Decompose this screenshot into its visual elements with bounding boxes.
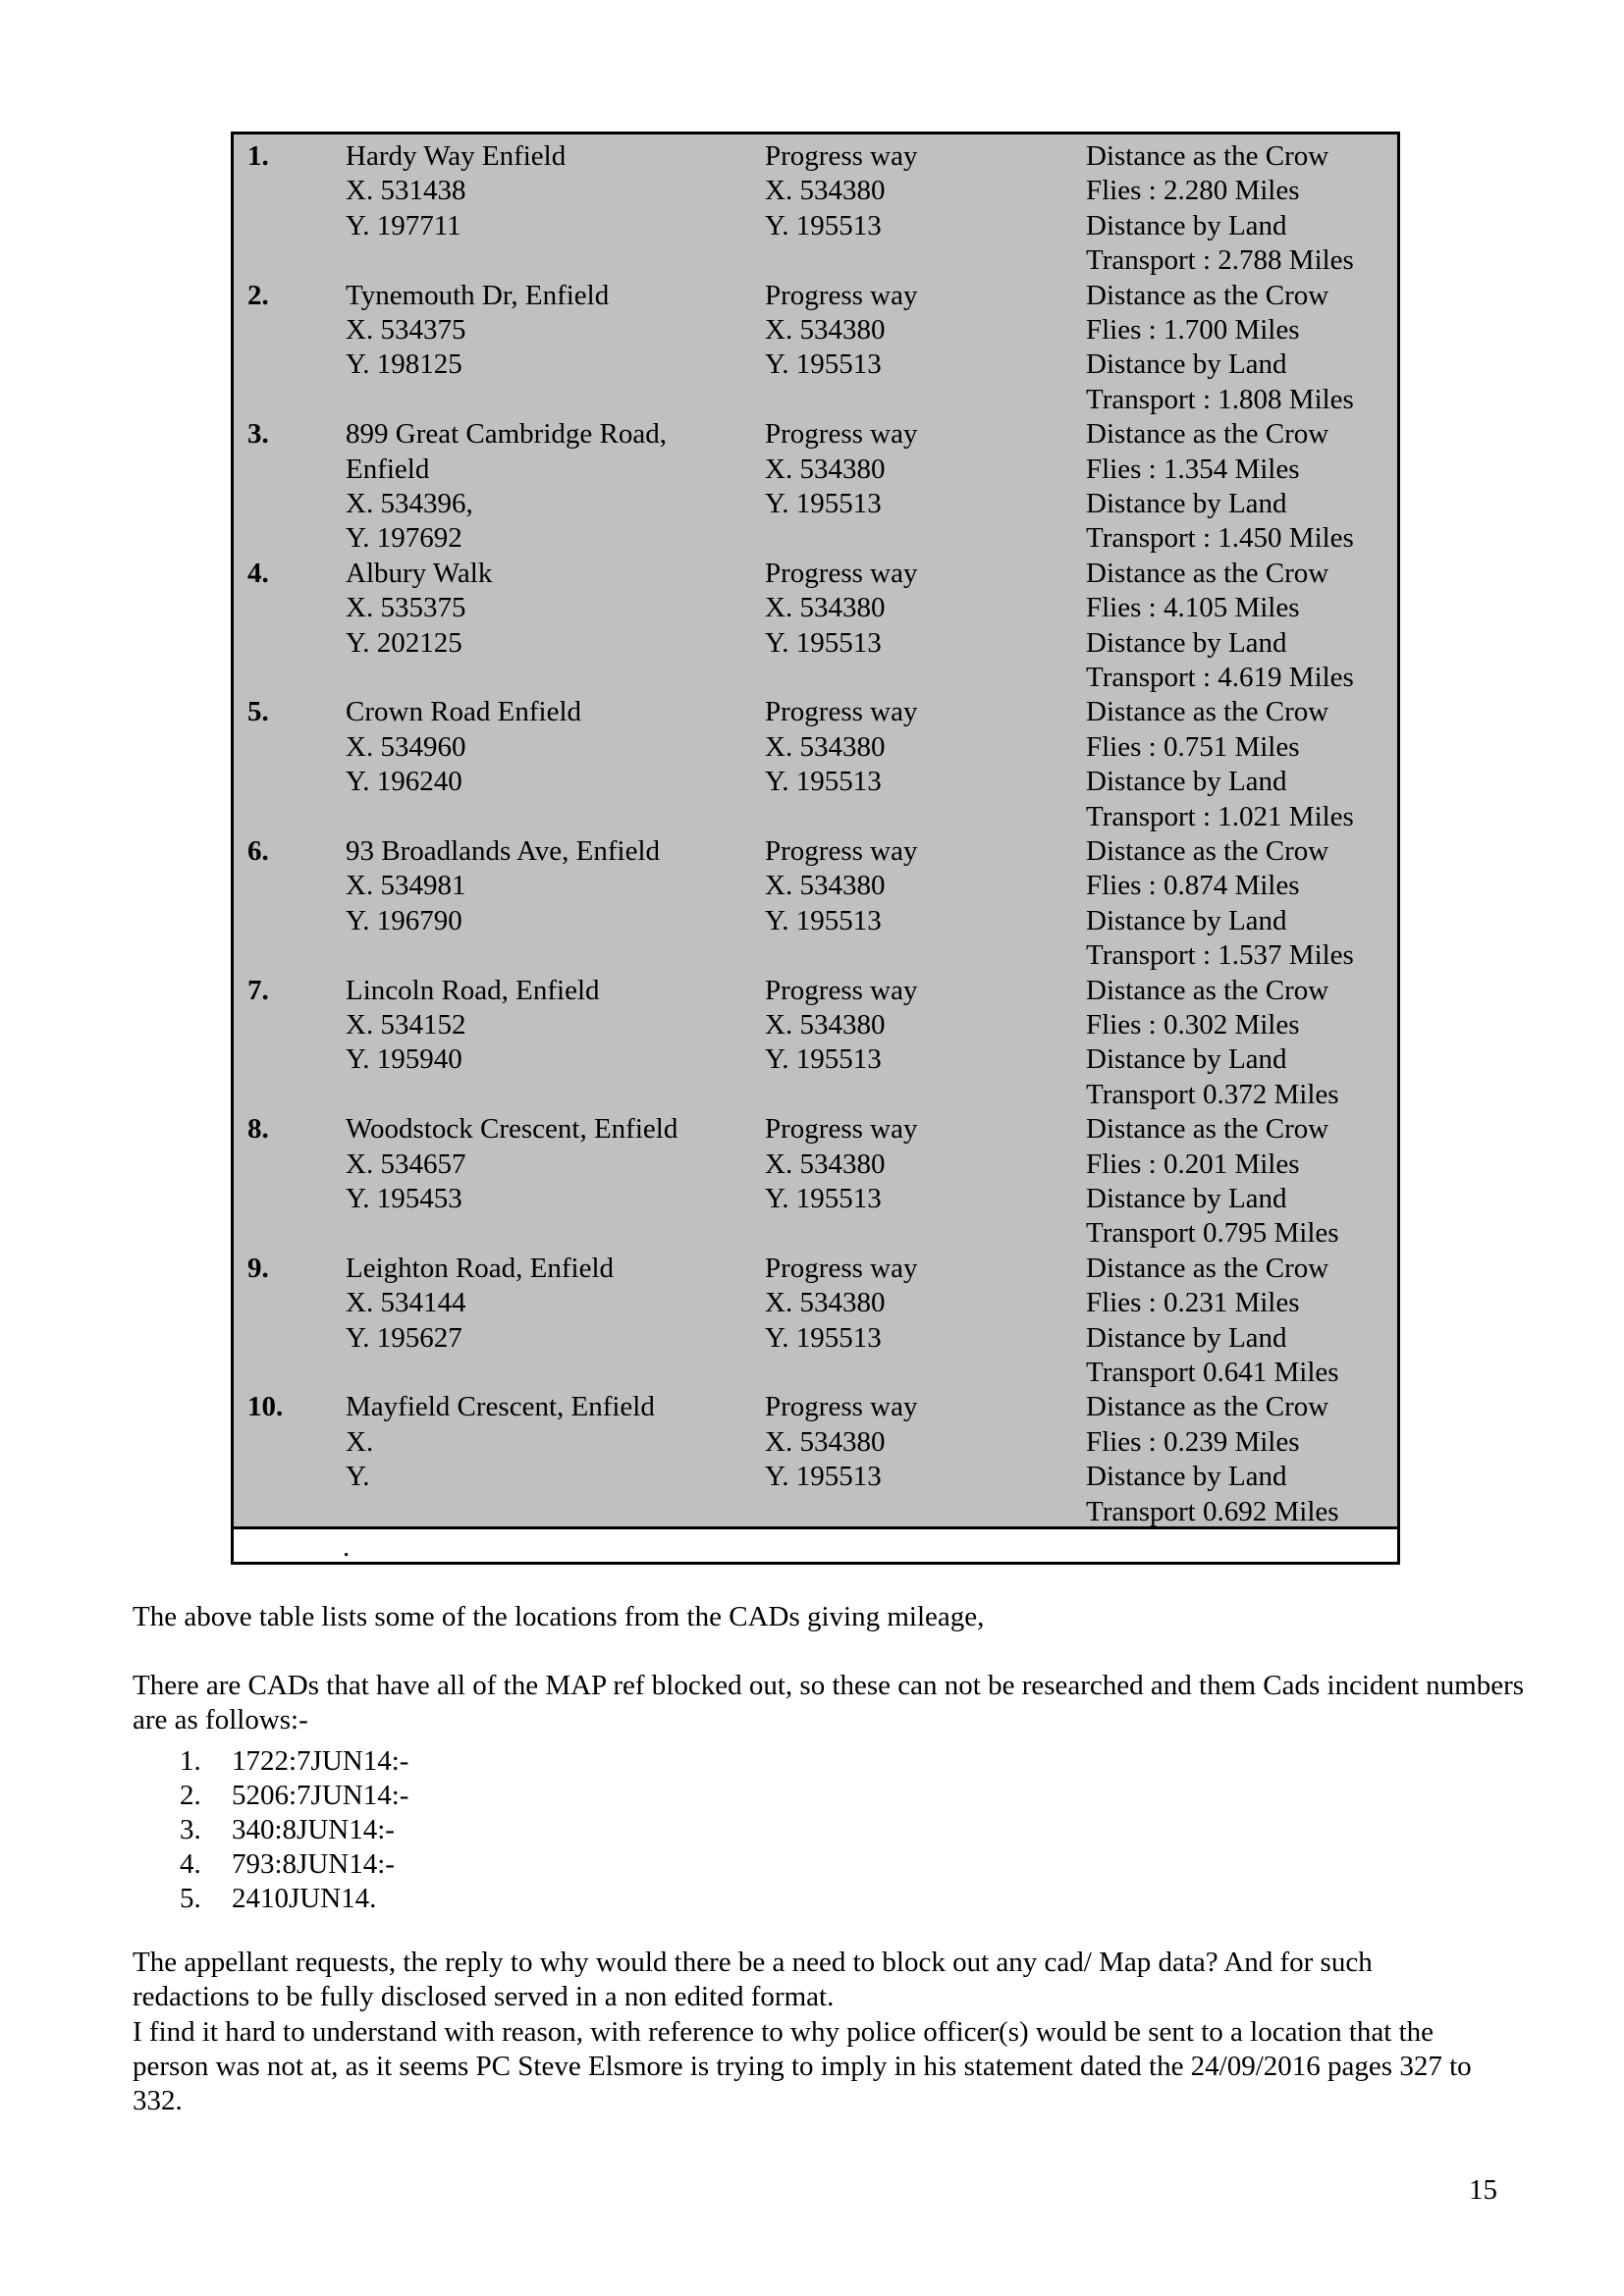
- location-cell-line: X. 534981: [346, 870, 466, 902]
- location-cell-line: X. 534144: [346, 1287, 466, 1319]
- mileage-cell-line: Distance by Land: [1086, 626, 1287, 659]
- destination-cell-line: X. 534380: [765, 1008, 886, 1041]
- destination-cell-line: Y. 195513: [765, 348, 882, 381]
- mileage-cell-line: Distance as the Crow: [1086, 696, 1329, 728]
- mileage-cell-line: Distance by Land: [1086, 1461, 1287, 1493]
- row-number: 4.: [247, 557, 269, 589]
- destination-cell-line: X. 534380: [765, 870, 886, 902]
- location-cell-line: 899 Great Cambridge Road,: [346, 418, 667, 451]
- destination-cell: [765, 279, 917, 383]
- destination-cell: [765, 1112, 917, 1216]
- destination-cell-line: Progress way: [765, 1391, 918, 1423]
- destination-cell-line: Progress way: [765, 1252, 918, 1284]
- row-number: 2.: [247, 279, 269, 311]
- location-cell-line: Y. 196790: [346, 904, 462, 936]
- destination-cell: [765, 974, 917, 1078]
- mileage-cell-line: Transport : 1.450 Miles: [1086, 522, 1354, 555]
- row-number: 6.: [247, 835, 269, 867]
- destination-cell: [765, 834, 917, 938]
- destination-cell-line: Y. 195513: [765, 1321, 882, 1354]
- destination-cell-line: X. 534380: [765, 175, 886, 207]
- mileage-cell-line: Distance as the Crow: [1086, 1252, 1329, 1284]
- location-cell: [346, 557, 492, 661]
- mileage-cell-line: Distance by Land: [1086, 766, 1287, 798]
- page-number: 15: [1469, 2174, 1497, 2206]
- destination-cell-line: Progress way: [765, 974, 918, 1006]
- location-cell-line: Hardy Way Enfield: [346, 140, 567, 172]
- paragraph-table-summary: The above table lists some of the locations from the CADs giving mileage,: [133, 1601, 985, 1632]
- location-cell-line: Leighton Road, Enfield: [346, 1252, 615, 1284]
- list-item-text: 793:8JUN14:-: [232, 1848, 395, 1880]
- list-item: [180, 1779, 408, 1813]
- mileage-cell: [1086, 279, 1354, 418]
- location-cell-line: X. 535375: [346, 592, 466, 624]
- destination-cell: [765, 1390, 917, 1494]
- destination-cell: [765, 139, 917, 243]
- location-cell: [346, 139, 566, 243]
- mileage-cell-line: Transport 0.372 Miles: [1086, 1078, 1339, 1110]
- location-cell-line: Y. 198125: [346, 348, 462, 381]
- location-cell-line: X. 534396,: [346, 487, 473, 519]
- mileage-cell-line: Flies : 0.751 Miles: [1086, 730, 1300, 763]
- location-cell-line: Y. 197711: [346, 209, 461, 241]
- mileage-cell-line: Distance as the Crow: [1086, 1391, 1329, 1423]
- location-cell-line: Crown Road Enfield: [346, 696, 582, 728]
- location-cell: [346, 279, 609, 383]
- destination-cell-line: Progress way: [765, 140, 918, 172]
- destination-cell-line: X. 534380: [765, 1287, 886, 1319]
- destination-cell-line: Progress way: [765, 418, 918, 451]
- mileage-cell-line: Distance as the Crow: [1086, 557, 1329, 589]
- table-row: [234, 695, 1397, 833]
- list-item-text: 2410JUN14.: [232, 1883, 377, 1914]
- paragraph-appellant-request: The appellant requests, the reply to why would there be a need to block out any cad/ Map data? And for such redactions to be fully disclosed served in a non edited format.: [133, 1947, 1373, 2012]
- list-item: [180, 1882, 408, 1916]
- mileage-cell-line: Distance by Land: [1086, 1043, 1287, 1076]
- destination-cell-line: Y. 195513: [765, 209, 882, 241]
- list-item: [180, 1744, 408, 1779]
- destination-cell-line: X. 534380: [765, 1425, 886, 1458]
- row-number: 8.: [247, 1113, 269, 1146]
- row-number: 7.: [247, 974, 269, 1006]
- cad-incident-list: [180, 1744, 408, 1916]
- location-cell-line: Albury Walk: [346, 557, 493, 589]
- location-cell-line: X. 534657: [346, 1148, 466, 1180]
- mileage-cell-line: Transport : 1.537 Miles: [1086, 939, 1354, 972]
- location-cell: [346, 834, 660, 938]
- mileage-cell-line: Flies : 0.302 Miles: [1086, 1008, 1300, 1041]
- location-cell-line: Y. 202125: [346, 626, 462, 659]
- row-number: 9.: [247, 1252, 269, 1284]
- list-item-number: 5.: [180, 1883, 201, 1914]
- mileage-cell: [1086, 139, 1354, 279]
- destination-cell-line: Progress way: [765, 696, 918, 728]
- location-cell-line: X. 534960: [346, 730, 466, 763]
- mileage-cell: [1086, 557, 1354, 696]
- list-item-number: 3.: [180, 1814, 201, 1845]
- mileage-cell-line: Distance by Land: [1086, 1182, 1287, 1214]
- location-cell-line: Y. 197692: [346, 522, 462, 555]
- mileage-cell-line: Transport 0.795 Miles: [1086, 1217, 1339, 1250]
- location-cell-line: Y. 195940: [346, 1043, 462, 1076]
- location-cell-line: X. 534375: [346, 313, 466, 346]
- destination-cell-line: Y. 195513: [765, 626, 882, 659]
- destination-cell-line: Y. 195513: [765, 766, 882, 798]
- location-cell-line: Lincoln Road, Enfield: [346, 974, 600, 1006]
- mileage-cell-line: Flies : 0.874 Miles: [1086, 870, 1300, 902]
- table-row: [234, 139, 1397, 278]
- table-row: [234, 417, 1397, 556]
- list-item-text: 340:8JUN14:-: [232, 1814, 395, 1845]
- list-item-text: 1722:7JUN14:-: [232, 1745, 409, 1777]
- location-cell: [346, 417, 667, 557]
- location-cell-line: Y. 196240: [346, 766, 462, 798]
- destination-cell-line: Progress way: [765, 835, 918, 867]
- destination-cell-line: Y. 195513: [765, 1043, 882, 1076]
- mileage-cell-line: Transport : 2.788 Miles: [1086, 244, 1354, 277]
- mileage-cell: [1086, 834, 1354, 974]
- row-number: 3.: [247, 418, 269, 451]
- destination-cell-line: X. 534380: [765, 313, 886, 346]
- list-item-number: 1.: [180, 1745, 201, 1777]
- table-bottom-dot: .: [343, 1531, 351, 1563]
- mileage-cell-line: Flies : 2.280 Miles: [1086, 175, 1300, 207]
- location-cell: [346, 695, 581, 799]
- destination-cell: [765, 1252, 917, 1356]
- mileage-cell-line: Transport 0.692 Miles: [1086, 1495, 1339, 1527]
- table-row: [234, 974, 1397, 1112]
- location-cell-line: X. 531438: [346, 175, 466, 207]
- location-cell-line: Mayfield Crescent, Enfield: [346, 1391, 655, 1423]
- mileage-cell-line: Distance by Land: [1086, 209, 1287, 241]
- location-cell: [346, 1390, 655, 1494]
- mileage-cell-line: Flies : 0.231 Miles: [1086, 1287, 1300, 1319]
- destination-cell-line: Y. 195513: [765, 1461, 882, 1493]
- location-cell-line: Y. 195627: [346, 1321, 462, 1354]
- location-cell-line: X. 534152: [346, 1008, 466, 1041]
- location-cell-line: Enfield: [346, 453, 430, 485]
- mileage-cell-line: Distance by Land: [1086, 1321, 1287, 1354]
- destination-cell-line: Y. 195513: [765, 904, 882, 936]
- mileage-cell-line: Flies : 0.239 Miles: [1086, 1425, 1300, 1458]
- mileage-cell-line: Transport : 1.021 Miles: [1086, 800, 1354, 832]
- table-row: [234, 834, 1397, 973]
- row-number: 5.: [247, 696, 269, 728]
- table-row: [234, 1252, 1397, 1390]
- mileage-cell: [1086, 1112, 1339, 1252]
- location-cell-line: Y.: [346, 1461, 370, 1493]
- list-item: [180, 1813, 408, 1847]
- mileage-cell-line: Distance as the Crow: [1086, 974, 1329, 1006]
- destination-cell-line: X. 534380: [765, 453, 886, 485]
- mileage-cell: [1086, 974, 1339, 1113]
- mileage-cell: [1086, 1252, 1339, 1391]
- location-cell-line: Woodstock Crescent, Enfield: [346, 1113, 678, 1146]
- mileage-table-shaded-area: [234, 134, 1397, 1529]
- mileage-cell: [1086, 1390, 1339, 1529]
- paragraph-blocked-cads: There are CADs that have all of the MAP ref blocked out, so these can not be researched and them Cads incident numbers are as follows:-: [133, 1670, 1525, 1735]
- location-cell: [346, 1112, 677, 1216]
- mileage-cell-line: Distance as the Crow: [1086, 279, 1329, 311]
- location-cell-line: Tynemouth Dr, Enfield: [346, 279, 610, 311]
- list-item: [180, 1847, 408, 1882]
- destination-cell: [765, 417, 917, 521]
- mileage-cell-line: Flies : 1.354 Miles: [1086, 453, 1300, 485]
- mileage-cell-line: Transport 0.641 Miles: [1086, 1356, 1339, 1388]
- destination-cell-line: Y. 195513: [765, 487, 882, 519]
- row-number: 10.: [247, 1391, 284, 1423]
- mileage-cell-line: Transport : 1.808 Miles: [1086, 383, 1354, 415]
- destination-cell: [765, 557, 917, 661]
- destination-cell-line: X. 534380: [765, 730, 886, 763]
- location-cell: [346, 1252, 614, 1356]
- mileage-cell-line: Flies : 1.700 Miles: [1086, 313, 1300, 346]
- location-cell: [346, 974, 600, 1078]
- table-row: [234, 1390, 1397, 1528]
- location-cell-line: 93 Broadlands Ave, Enfield: [346, 835, 661, 867]
- mileage-cell: [1086, 695, 1354, 834]
- row-number: 1.: [247, 140, 269, 172]
- list-item-text: 5206:7JUN14:-: [232, 1780, 409, 1811]
- mileage-cell-line: Distance by Land: [1086, 904, 1287, 936]
- mileage-cell-line: Distance as the Crow: [1086, 140, 1329, 172]
- list-item-number: 4.: [180, 1848, 201, 1880]
- destination-cell: [765, 695, 917, 799]
- paragraph-statement-note: I find it hard to understand with reason, with reference to why police officer(s) would be sent to a location that the person was not at, as it seems PC Steve Elsmore is trying to imply in his statement dated the 24/09/2016 pages 327 to 332.: [133, 2016, 1472, 2116]
- table-row: [234, 557, 1397, 695]
- mileage-cell-line: Distance as the Crow: [1086, 835, 1329, 867]
- mileage-cell-line: Distance by Land: [1086, 487, 1287, 519]
- table-row: [234, 1112, 1397, 1251]
- mileage-cell-line: Flies : 4.105 Miles: [1086, 592, 1300, 624]
- destination-cell-line: Y. 195513: [765, 1182, 882, 1214]
- mileage-cell-line: Distance as the Crow: [1086, 418, 1329, 451]
- mileage-cell: [1086, 417, 1354, 557]
- destination-cell-line: Progress way: [765, 279, 918, 311]
- mileage-cell-line: Flies : 0.201 Miles: [1086, 1148, 1300, 1180]
- list-item-number: 2.: [180, 1780, 201, 1811]
- destination-cell-line: Progress way: [765, 557, 918, 589]
- destination-cell-line: Progress way: [765, 1113, 918, 1146]
- location-cell-line: X.: [346, 1425, 374, 1458]
- location-cell-line: Y. 195453: [346, 1182, 462, 1214]
- mileage-table: [231, 132, 1400, 1565]
- mileage-cell-line: Transport : 4.619 Miles: [1086, 661, 1354, 693]
- destination-cell-line: X. 534380: [765, 1148, 886, 1180]
- mileage-cell-line: Distance as the Crow: [1086, 1113, 1329, 1146]
- mileage-cell-line: Distance by Land: [1086, 348, 1287, 381]
- table-row: [234, 279, 1397, 417]
- destination-cell-line: X. 534380: [765, 592, 886, 624]
